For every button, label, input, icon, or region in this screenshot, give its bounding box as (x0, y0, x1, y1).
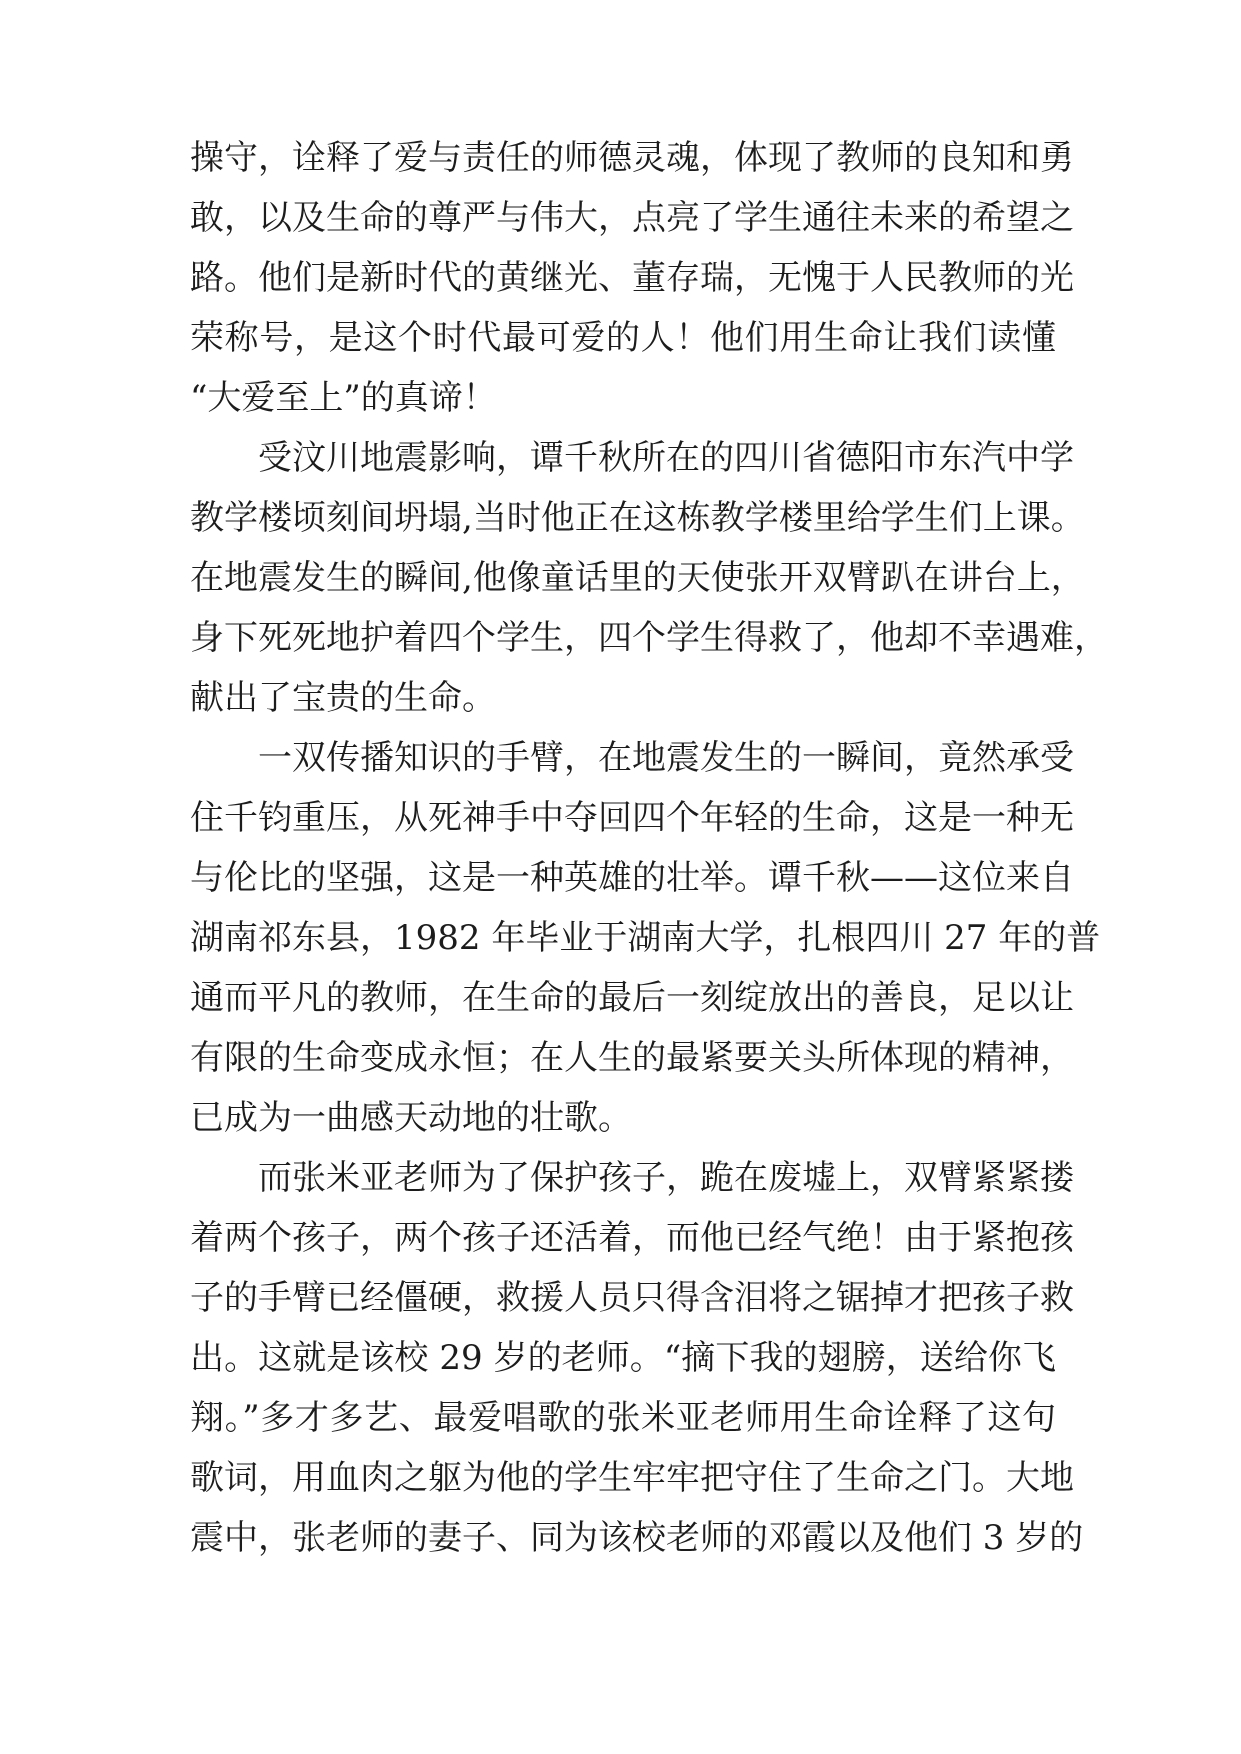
text-line: 出。这就是该校 29 岁的老师。“摘下我的翅膀，送给你飞 (190, 1338, 1056, 1378)
text-line: 着两个孩子，两个孩子还活着，而他已经气绝！由于紧抱孩 (190, 1218, 1074, 1258)
text-line: 歌词，用血肉之躯为他的学生牢牢把守住了生命之门。大地 (190, 1458, 1074, 1498)
text-line: 敢，以及生命的尊严与伟大，点亮了学生通往未来的希望之 (190, 198, 1074, 238)
text-line: 在地震发生的瞬间,他像童话里的天使张开双臂趴在讲台上， (190, 558, 1085, 598)
text-line: 翔。”多才多艺、最爱唱歌的张米亚老师用生命诠释了这句 (190, 1398, 1056, 1438)
paragraph-start-line: 而张米亚老师为了保护孩子，跪在废墟上，双臂紧紧搂 (258, 1158, 1074, 1198)
text-line: 住千钧重压，从死神手中夺回四个年轻的生命，这是一种无 (190, 798, 1074, 838)
paragraph-start-line: 受汶川地震影响，谭千秋所在的四川省德阳市东汽中学 (258, 438, 1074, 478)
text-line: 献出了宝贵的生命。 (190, 678, 496, 718)
text-line: 操守，诠释了爱与责任的师德灵魂，体现了教师的良知和勇 (190, 138, 1074, 178)
text-line: 湖南祁东县，1982 年毕业于湖南大学，扎根四川 27 年的普 (190, 918, 1101, 958)
text-line: 通而平凡的教师，在生命的最后一刻绽放出的善良，足以让 (190, 978, 1074, 1018)
body-text (190, 128, 1108, 1568)
text-line: 荣称号，是这个时代最可爱的人！他们用生命让我们读懂 (190, 318, 1056, 358)
text-line: 路。他们是新时代的黄继光、董存瑞，无愧于人民教师的光 (190, 258, 1074, 298)
text-line: 有限的生命变成永恒；在人生的最紧要关头所体现的精神， (190, 1038, 1074, 1078)
text-line: 已成为一曲感天动地的壮歌。 (190, 1098, 632, 1138)
text-line: 教学楼顷刻间坍塌,当时他正在这栋教学楼里给学生们上课。 (190, 498, 1085, 538)
text-line: 身下死死地护着四个学生，四个学生得救了，他却不幸遇难， (190, 618, 1108, 658)
paragraph-start-line: 一双传播知识的手臂，在地震发生的一瞬间，竟然承受 (258, 738, 1074, 778)
text-line: 震中，张老师的妻子、同为该校老师的邓霞以及他们 3 岁的 (190, 1518, 1084, 1558)
text-line: 子的手臂已经僵硬，救援人员只得含泪将之锯掉才把孩子救 (190, 1278, 1074, 1318)
text-line: 与伦比的坚强，这是一种英雄的壮举。谭千秋——这位来自 (190, 858, 1074, 898)
text-line: “大爱至上”的真谛！ (190, 378, 497, 418)
